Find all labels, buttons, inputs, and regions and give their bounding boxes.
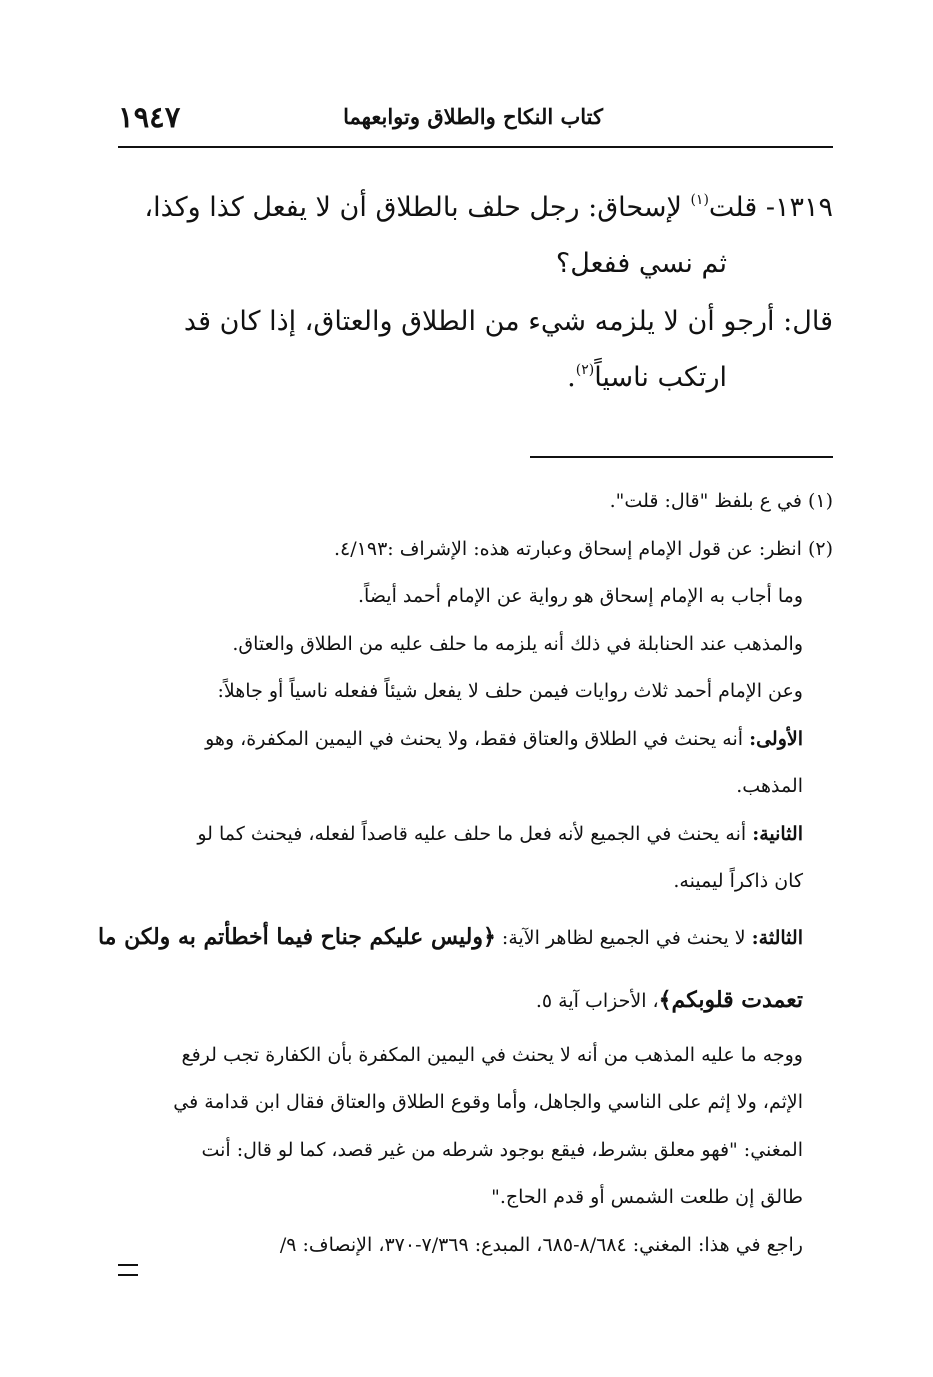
- running-head: كتاب النكاح والطلاق وتوابعهما: [343, 104, 603, 129]
- footnote-line-14: المغني: "فهو معلق بشرط، فيقع بوجود شرطه من غير قصد، كما لو قال: أنت: [201, 1138, 803, 1161]
- main-line-4: [98, 350, 833, 406]
- footnote-line-13: الإثم، ولا إثم على الناسي والجاهل، وأما وقوع الطلاق والعتاق فقال ابن قدامة في: [173, 1091, 803, 1113]
- footnote-line-15: طالق إن طلعت الشمس أو قدم الحاج.": [491, 1186, 803, 1208]
- footnote-1: (١) في ع بلفظ "قال: قلت".: [609, 490, 833, 512]
- entry-period: .: [567, 362, 576, 393]
- page-number: ١٩٤٧: [118, 100, 181, 134]
- footnote-ref-2: (٢): [575, 362, 595, 378]
- footnote-second-cont: كان ذاكراً ليمينه.: [673, 870, 803, 892]
- quran-verse-part-1: ﴿وليس عليكم جناح فيما أخطأتم به ولكن ما: [97, 923, 496, 950]
- main-line-1: [98, 180, 833, 236]
- third-text: لا يحنث في الجميع لظاهر الآية:: [495, 926, 752, 949]
- footnote-line-5: وعن الإمام أحمد ثلاث روايات فيمن حلف لا يفعل شيئاً ففعله ناسياً أو جاهلاً:: [217, 680, 803, 702]
- entry-answer-end: ارتكب ناسياً: [594, 362, 727, 393]
- third-cont-text: ، الأحزاب آية ٥.: [535, 989, 659, 1012]
- main-line-2: ثم نسي ففعل؟: [555, 248, 727, 279]
- footnote-rule: [530, 456, 833, 458]
- main-line-3: قال: أرجو أن لا يلزمه شيء من الطلاق والعتاق، إذا كان قد: [183, 306, 833, 337]
- footnote-line-12: ووجه ما عليه المذهب من أنه لا يحنث في اليمين المكفرة بأن الكفارة تجب لرفع: [181, 1043, 803, 1066]
- footnote-third-cont: [98, 969, 833, 1032]
- second-text: أنه يحنث في الجميع لأنه فعل ما حلف عليه قاصداً لفعله، فيحنث كما لو: [197, 822, 753, 845]
- footnote-2: (٢) انظر: عن قول الإمام إسحاق وعبارته هذه: الإشراف :٤/١٩٣.: [334, 537, 833, 560]
- quran-verse-part-2: تعمدت قلوبكم﴾: [658, 986, 803, 1013]
- continuation-mark: [118, 1264, 138, 1276]
- footnote-line-16: راجع في هذا: المغني: ٨/٦٨٤-٦٨٥، المبدع: ٧/٣٦٩-٣٧٠، الإنصاف: ٩/: [279, 1233, 803, 1256]
- footnote-line-3: وما أجاب به الإمام إسحاق هو رواية عن الإمام أحمد أيضاً.: [358, 585, 803, 607]
- footnote-line-4: والمذهب عند الحنابلة في ذلك أنه يلزمه ما حلف عليه من الطلاق والعتاق.: [232, 632, 803, 655]
- first-label: الأولى:: [749, 727, 803, 750]
- entry-question-start: ١٣١٩- قلت: [708, 192, 833, 223]
- header-rule: [118, 146, 833, 148]
- footnote-second-narration: [98, 811, 833, 859]
- footnote-first-narration: [98, 716, 833, 764]
- footnote-ref-1: (١): [690, 192, 709, 208]
- first-text: أنه يحنث في الطلاق والعتاق فقط، ولا يحنث في اليمين المكفرة، وهو: [205, 727, 750, 750]
- footnotes: [98, 478, 833, 1269]
- third-label: الثالثة:: [751, 926, 803, 949]
- footnote-first-cont: المذهب.: [736, 775, 803, 797]
- entry-question-rest: لإسحاق: رجل حلف بالطلاق أن لا يفعل كذا وكذا،: [144, 192, 691, 223]
- footnote-third-narration: [98, 906, 833, 969]
- second-label: الثانية:: [752, 822, 803, 845]
- main-text: [98, 180, 833, 406]
